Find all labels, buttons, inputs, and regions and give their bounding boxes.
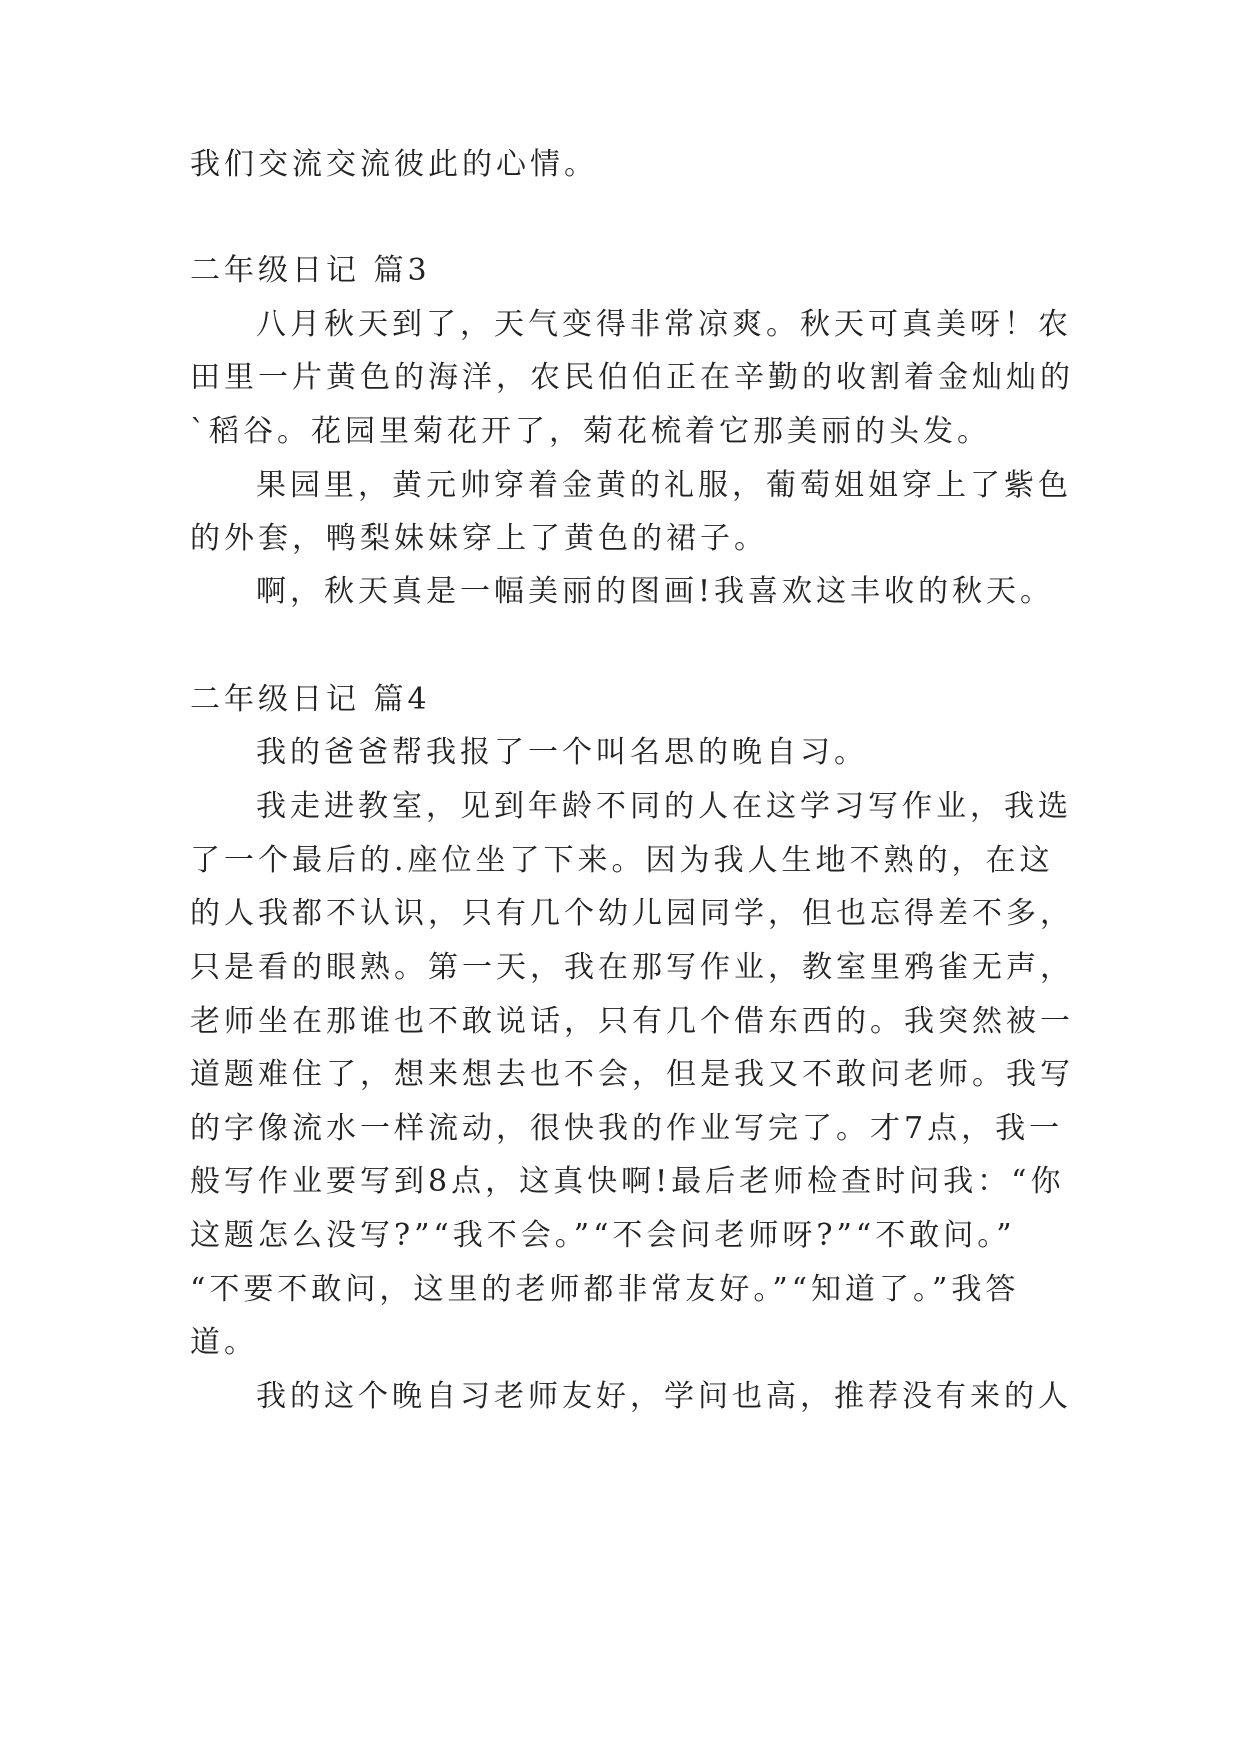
paragraph-line: 的外套，鸭梨妹妹穿上了黄色的裙子。	[190, 521, 768, 556]
paragraph-line: “不要不敢问，这里的老师都非常友好。”“知道了。”我答	[190, 1272, 1020, 1307]
paragraph-line: 的人我都不认识，只有几个幼儿园同学，但也忘得差不多，	[190, 896, 1074, 931]
paragraph-line: 的字像流水一样流动，很快我的作业写完了。才7点，我一	[190, 1111, 1064, 1146]
paragraph-line: 八月秋天到了，天气变得非常凉爽。秋天可真美呀！农	[256, 307, 1072, 342]
paragraph-line: 我走进教室，见到年龄不同的人在这学习写作业，我选	[256, 789, 1072, 824]
section-heading: 二年级日记 篇3	[190, 253, 431, 288]
paragraph-line: 这题怎么没写?”“我不会。”“不会问老师呀?”“不敢问。”	[190, 1218, 1016, 1253]
paragraph-line: 道。	[190, 1325, 258, 1360]
paragraph-line: 我的爸爸帮我报了一个叫名思的晚自习。	[256, 735, 868, 770]
paragraph-line: 了一个最后的.座位坐了下来。因为我人生地不熟的，在这	[190, 843, 1054, 878]
paragraph-line: 老师坐在那谁也不敢说话，只有几个借东西的。我突然被一	[190, 1004, 1074, 1039]
paragraph-line: 田里一片黄色的海洋，农民伯伯正在辛勤的收割着金灿灿的	[190, 360, 1074, 395]
section-heading: 二年级日记 篇4	[190, 682, 431, 717]
paragraph-line: 啊，秋天真是一幅美丽的图画!我喜欢这丰收的秋天。	[256, 574, 1055, 609]
paragraph-line: 果园里，黄元帅穿着金黄的礼服，葡萄姐姐穿上了紫色	[256, 468, 1072, 503]
paragraph-line: 道题难住了，想来想去也不会，但是我又不敢问老师。我写	[190, 1057, 1074, 1092]
paragraph-line: 我们交流交流彼此的心情。	[190, 147, 598, 182]
paragraph-line: 我的这个晚自习老师友好，学问也高，推荐没有来的人	[256, 1379, 1072, 1414]
paragraph-line: `稻谷。花园里菊花开了，菊花梳着它那美丽的头发。	[190, 414, 991, 449]
paragraph-line: 般写作业要写到8点，这真快啊!最后老师检查时问我：“你	[190, 1164, 1065, 1199]
document-page	[190, 0, 1074, 1754]
paragraph-line: 只是看的眼熟。第一天，我在那写作业，教室里鸦雀无声，	[190, 950, 1074, 985]
